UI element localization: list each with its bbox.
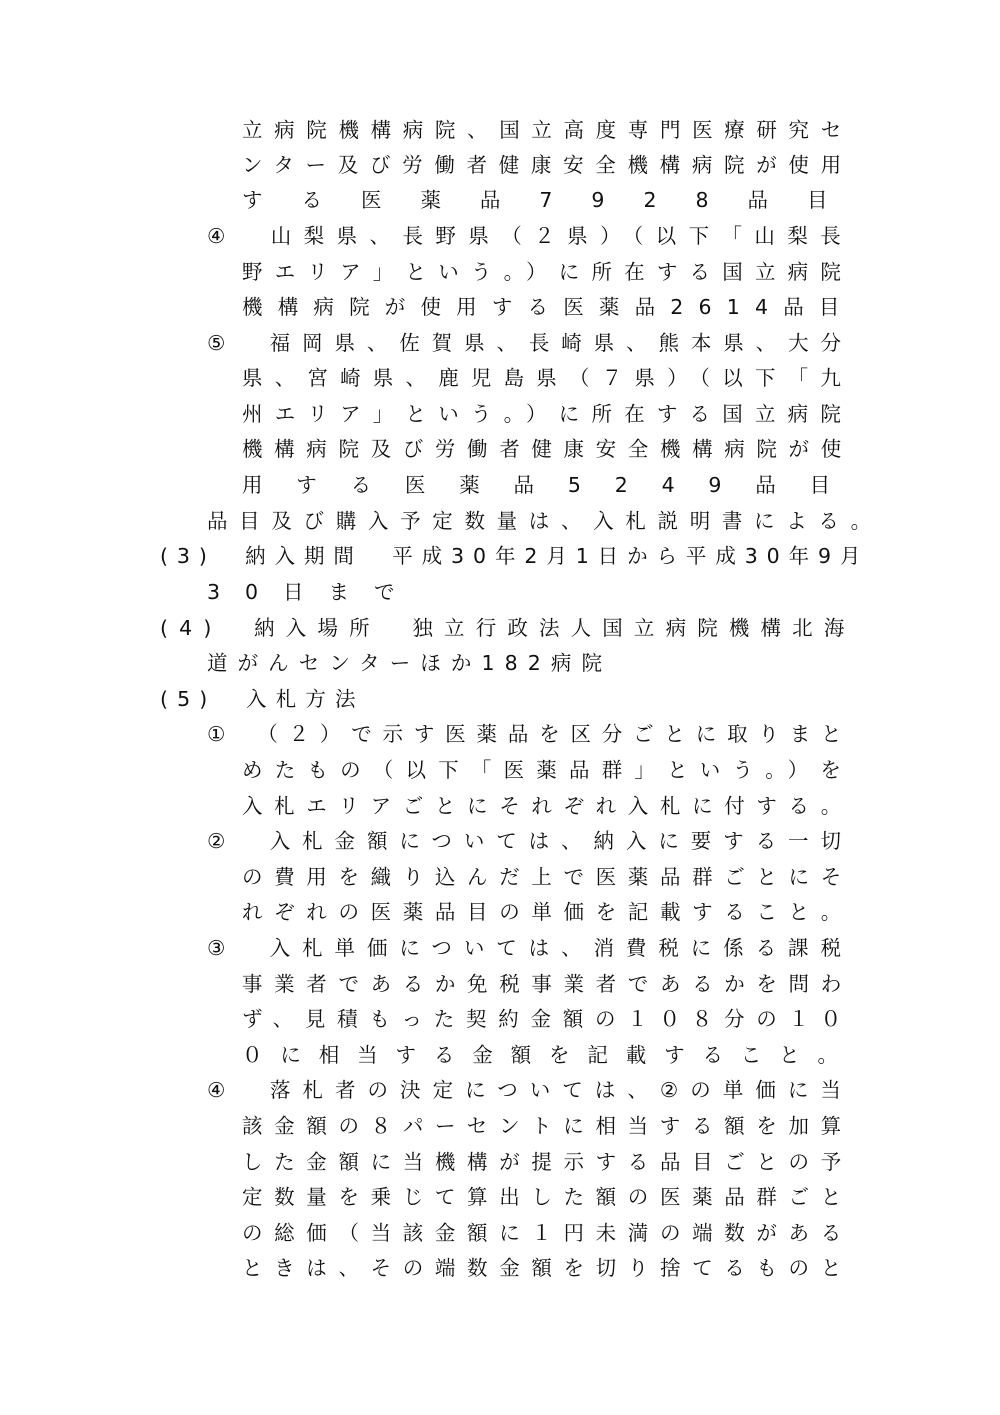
line-text: ず、見積もった契約金額の１０８分の１０ [242, 1007, 853, 1031]
text-line [207, 327, 853, 359]
text-line [242, 398, 854, 430]
line-text: 州エリア」という。）に所在する国立病院 [242, 402, 854, 426]
line-text: れぞれの医薬品目の単価を記載すること。 [242, 900, 853, 924]
text-line [160, 683, 365, 715]
line-text: 機構病院が使用する医薬品2614品目 [242, 295, 855, 319]
text-line [207, 576, 420, 608]
text-line [207, 505, 883, 537]
line-text: 30日まで [207, 580, 420, 604]
line-text: の総価（当該金額に１円未満の端数がある [242, 1221, 853, 1245]
text-line [242, 896, 853, 928]
line-text: (5) 入札方法 [160, 687, 365, 711]
line-text: の費用を織り込んだ上で医薬品群ごとにそ [242, 865, 853, 889]
text-line [160, 540, 870, 572]
text-line [242, 256, 854, 288]
line-text: ときは、その端数金額を切り捨てるものと [242, 1256, 853, 1280]
line-text: 野エリア」という。）に所在する国立病院 [242, 260, 854, 284]
text-line [242, 861, 853, 893]
line-text: 該金額の８パーセントに相当する額を加算 [242, 1114, 853, 1138]
text-line [242, 362, 854, 394]
line-text: ④ 落札者の決定については、②の単価に当 [207, 1078, 853, 1102]
line-text: 県、宮崎県、鹿児島県（７県）（以下「九 [242, 366, 854, 390]
line-text: する医薬品7928品目 [242, 188, 867, 212]
text-line [242, 790, 853, 822]
text-line [207, 718, 853, 750]
text-line [242, 184, 867, 216]
text-line [242, 291, 855, 323]
text-line [207, 647, 613, 679]
text-line [242, 433, 853, 465]
text-line [242, 1181, 853, 1213]
text-line [242, 968, 853, 1000]
line-text: ④ 山梨県、長野県（２県）（以下「山梨長 [207, 224, 854, 248]
text-line [242, 754, 854, 786]
text-line [242, 1217, 853, 1249]
line-text: ⑤ 福岡県、佐賀県、長崎県、熊本県、大分 [207, 331, 853, 355]
text-line [242, 149, 853, 181]
line-text: 定数量を乗じて算出した額の医薬品群ごと [242, 1185, 853, 1209]
text-line [160, 612, 856, 644]
text-line [242, 1039, 856, 1071]
text-line [207, 825, 853, 857]
line-text: ０に相当する金額を記載すること。 [242, 1043, 856, 1067]
text-line [242, 114, 853, 146]
text-line [242, 1110, 853, 1142]
text-line [207, 1074, 853, 1106]
line-text: した金額に当機構が提示する品目ごとの予 [242, 1150, 853, 1174]
line-text: 品目及び購入予定数量は、入札説明書による。 [207, 509, 883, 533]
line-text: 機構病院及び労働者健康安全機構病院が使 [242, 437, 853, 461]
text-line [242, 1146, 853, 1178]
line-text: 用する医薬品5249品目 [242, 473, 864, 497]
text-line [207, 932, 853, 964]
text-line [242, 1003, 853, 1035]
line-text: ンター及び労働者健康安全機構病院が使用 [242, 153, 853, 177]
text-line [242, 469, 864, 501]
line-text: 立病院機構病院、国立高度専門医療研究セ [242, 118, 853, 142]
text-line [242, 1252, 853, 1284]
line-text: めたもの（以下「医薬品群」という。）を [242, 758, 854, 782]
line-text: 入札エリアごとにそれぞれ入札に付する。 [242, 794, 853, 818]
line-text: (4) 納入場所 独立行政法人国立病院機構北海 [160, 616, 856, 640]
line-text: 道がんセンターほか182病院 [207, 651, 613, 675]
line-text: ① （２）で示す医薬品を区分ごとに取りまと [207, 722, 853, 746]
line-text: 事業者であるか免税事業者であるかを問わ [242, 972, 853, 996]
line-text: (3) 納入期間 平成30年2月1日から平成30年9月 [160, 544, 870, 568]
line-text: ③ 入札単価については、消費税に係る課税 [207, 936, 853, 960]
text-line [207, 220, 854, 252]
line-text: ② 入札金額については、納入に要する一切 [207, 829, 853, 853]
